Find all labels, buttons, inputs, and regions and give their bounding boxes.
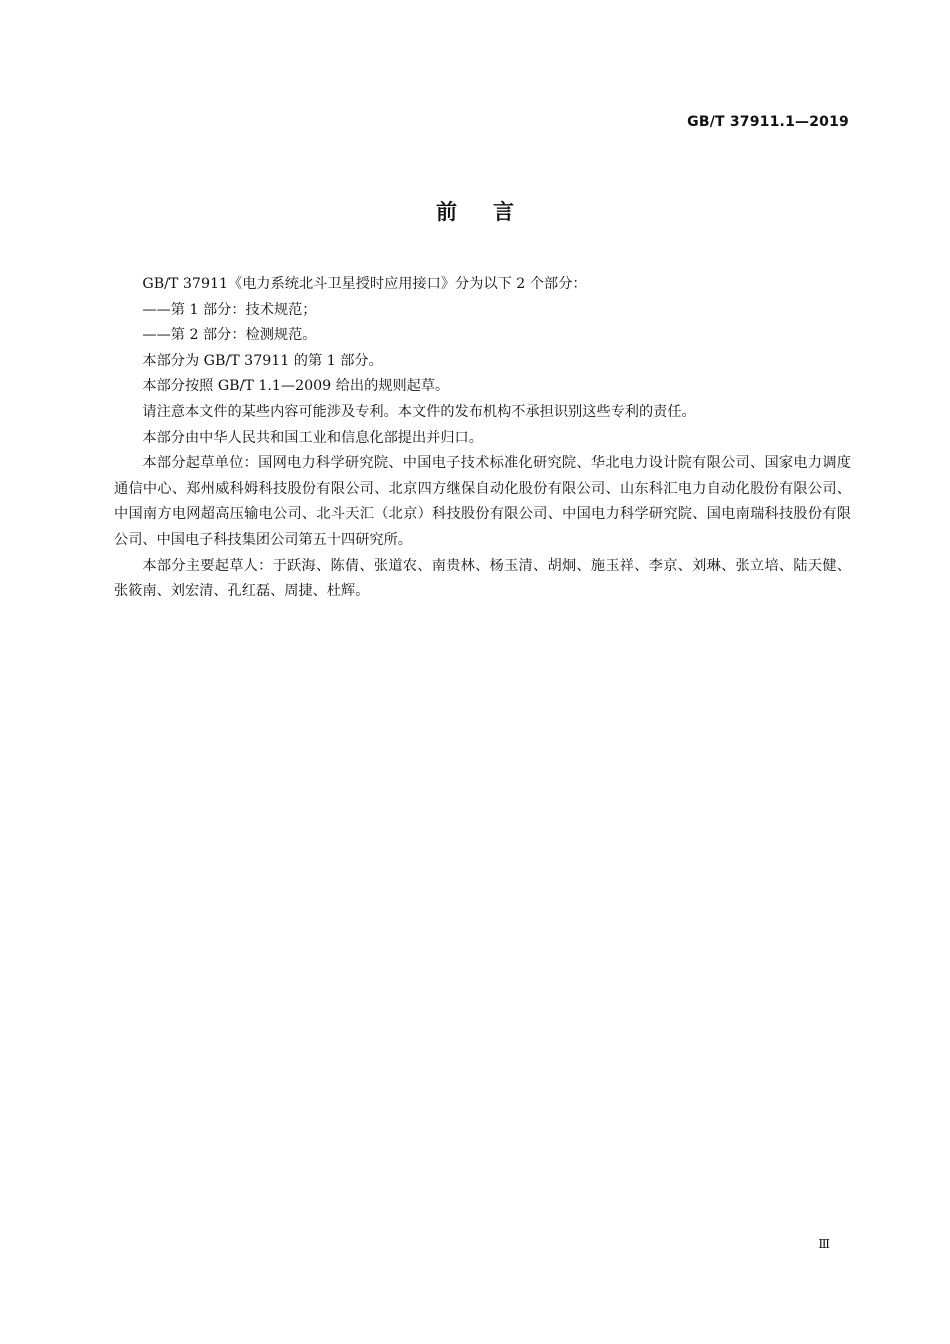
paragraph-part-2: ——第 2 部分：检测规范。 [142,327,317,344]
paragraph-this-part: 本部分为 GB/T 37911 的第 1 部分。 [142,352,383,369]
paragraph-drafters: 本部分主要起草人：于跃海、陈倩、张道农、南贵林、杨玉清、胡炯、施玉祥、李京、刘琳、张立培、陆天健、张筱南、刘宏清、孔红磊、周捷、杜辉。 [114,557,851,600]
paragraph-proposer: 本部分由中华人民共和国工业和信息化部提出并归口。 [142,429,483,446]
page-title: 前言 [436,200,550,224]
page-number: Ⅲ [818,1237,830,1251]
paragraph-patent-notice: 请注意本文件的某些内容可能涉及专利。本文件的发布机构不承担识别这些专利的责任。 [142,403,696,420]
paragraph-parts-intro: GB/T 37911《电力系统北斗卫星授时应用接口》分为以下 2 个部分： [142,276,587,292]
paragraph-drafting-rules: 本部分按照 GB/T 1.1—2009 给出的规则起草。 [142,378,450,395]
paragraph-drafting-units: 本部分起草单位：国网电力科学研究院、中国电子技术标准化研究院、华北电力设计院有限公司、国家电力调度通信中心、郑州威科姆科技股份有限公司、北京四方继保自动化股份有限公司、山东科汇电力自动化股份有限公司、中国南方电网超高压输电公司、北斗天汇（北京）科技股份有限公司、中国电力科学研究院、国电南瑞科技股份有限公司、中国电子科技集团公司第五十四研究所。 [114,455,851,548]
foreword-body [114,272,851,605]
standard-number: GB/T 37911.1—2019 [687,114,849,130]
paragraph-part-1: ——第 1 部分：技术规范； [142,301,317,318]
